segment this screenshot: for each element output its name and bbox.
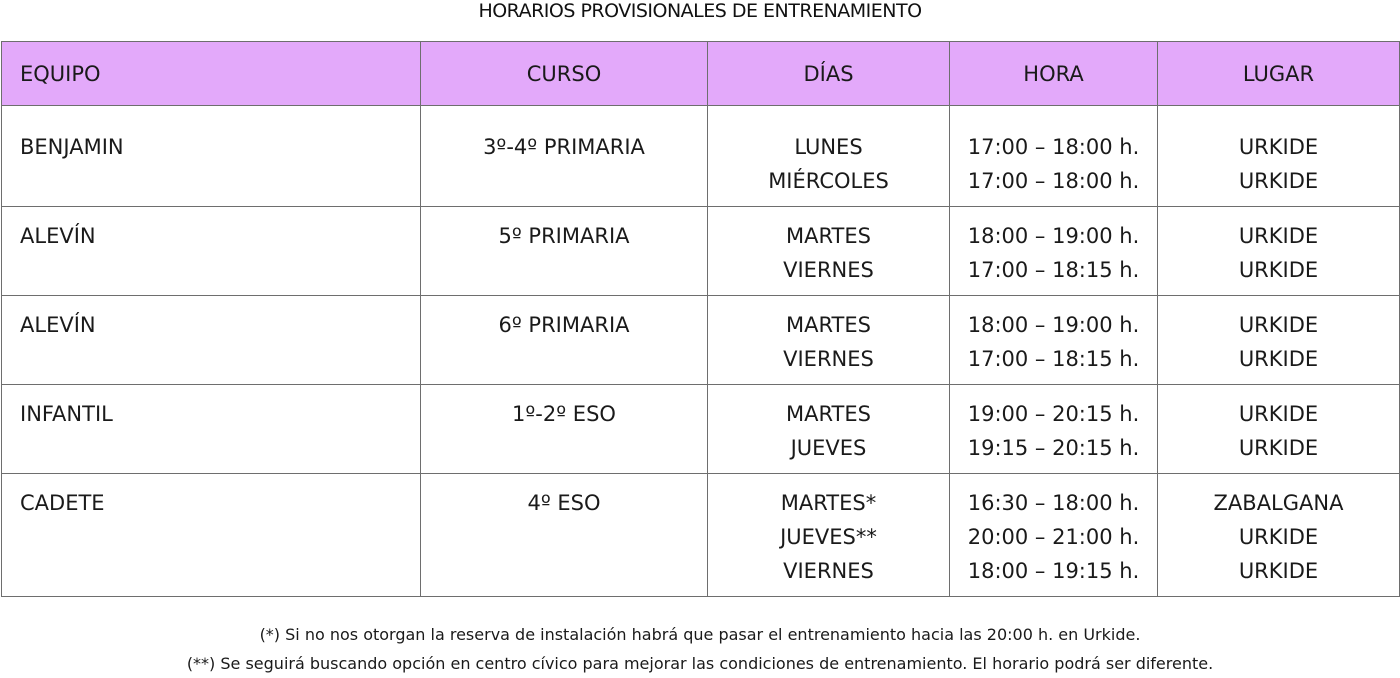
course-name: 4º ESO	[527, 491, 601, 515]
place-entry: URKIDE	[1238, 347, 1319, 371]
team-name: BENJAMIN	[20, 135, 124, 159]
time-cell	[950, 296, 1158, 385]
time-cell	[950, 385, 1158, 474]
place-entry: URKIDE	[1238, 436, 1319, 460]
team-cell	[2, 207, 421, 296]
days-cell	[708, 385, 950, 474]
time-entry: 17:00 – 18:15 h.	[967, 347, 1140, 371]
table-row	[2, 106, 1400, 207]
footnote-single-asterisk: (*) Si no nos otorgan la reserva de instalación habrá que pasar el entrenamiento hacia las 20:00 h. en Urkide.	[259, 625, 1141, 644]
place-entry: URKIDE	[1238, 224, 1319, 248]
day-entry: MIÉRCOLES	[768, 169, 889, 193]
time-cell	[950, 106, 1158, 207]
place-entry: URKIDE	[1238, 313, 1319, 337]
day-entry: JUEVES**	[780, 525, 877, 549]
day-entry: VIERNES	[783, 559, 874, 583]
course-name: 6º PRIMARIA	[498, 313, 630, 337]
place-entry: ZABALGANA	[1213, 491, 1344, 515]
time-entry: 18:00 – 19:00 h.	[967, 313, 1140, 337]
course-cell	[421, 474, 708, 597]
place-cell	[1158, 385, 1400, 474]
column-header-equipo: EQUIPO	[2, 42, 421, 106]
time-entry: 18:00 – 19:15 h.	[967, 559, 1140, 583]
footnotes	[0, 620, 1400, 678]
course-name: 3º-4º PRIMARIA	[483, 135, 645, 159]
time-entry: 18:00 – 19:00 h.	[967, 224, 1140, 248]
time-cell	[950, 207, 1158, 296]
team-cell	[2, 385, 421, 474]
schedule-table	[1, 41, 1400, 597]
page-title: HORARIOS PROVISIONALES DE ENTRENAMIENTO	[478, 0, 922, 22]
course-name: 5º PRIMARIA	[498, 224, 630, 248]
place-entry: URKIDE	[1238, 258, 1319, 282]
day-entry: LUNES	[794, 135, 863, 159]
table-row	[2, 296, 1400, 385]
day-entry: VIERNES	[783, 258, 874, 282]
day-entry: JUEVES	[790, 436, 867, 460]
days-cell	[708, 474, 950, 597]
place-cell	[1158, 207, 1400, 296]
course-cell	[421, 207, 708, 296]
footnote-double-asterisk: (**) Se seguirá buscando opción en centro cívico para mejorar las condiciones de entrenamiento. El horario podrá ser diferente.	[186, 654, 1214, 673]
team-name: INFANTIL	[20, 402, 113, 426]
column-header-dias: DÍAS	[708, 42, 950, 106]
column-header-hora: HORA	[950, 42, 1158, 106]
course-cell	[421, 296, 708, 385]
course-cell	[421, 106, 708, 207]
team-cell	[2, 296, 421, 385]
column-header-lugar: LUGAR	[1158, 42, 1400, 106]
table-row	[2, 207, 1400, 296]
table-row	[2, 474, 1400, 597]
table-header-row	[2, 42, 1400, 106]
day-entry: MARTES	[786, 224, 871, 248]
place-entry: URKIDE	[1238, 135, 1319, 159]
place-entry: URKIDE	[1238, 559, 1319, 583]
place-entry: URKIDE	[1238, 525, 1319, 549]
team-cell	[2, 474, 421, 597]
place-cell	[1158, 296, 1400, 385]
place-cell	[1158, 106, 1400, 207]
time-entry: 19:15 – 20:15 h.	[967, 436, 1140, 460]
days-cell	[708, 296, 950, 385]
team-cell	[2, 106, 421, 207]
time-entry: 20:00 – 21:00 h.	[967, 525, 1140, 549]
day-entry: MARTES	[786, 402, 871, 426]
time-entry: 17:00 – 18:15 h.	[967, 258, 1140, 282]
table-row	[2, 385, 1400, 474]
days-cell	[708, 106, 950, 207]
course-cell	[421, 385, 708, 474]
column-header-curso: CURSO	[421, 42, 708, 106]
day-entry: VIERNES	[783, 347, 874, 371]
place-cell	[1158, 474, 1400, 597]
team-name: ALEVÍN	[20, 313, 96, 337]
time-entry: 17:00 – 18:00 h.	[967, 135, 1140, 159]
course-name: 1º-2º ESO	[512, 402, 616, 426]
team-name: CADETE	[20, 491, 105, 515]
place-entry: URKIDE	[1238, 402, 1319, 426]
time-cell	[950, 474, 1158, 597]
days-cell	[708, 207, 950, 296]
time-entry: 17:00 – 18:00 h.	[967, 169, 1140, 193]
day-entry: MARTES*	[780, 491, 877, 515]
place-entry: URKIDE	[1238, 169, 1319, 193]
day-entry: MARTES	[786, 313, 871, 337]
team-name: ALEVÍN	[20, 224, 96, 248]
time-entry: 16:30 – 18:00 h.	[967, 491, 1140, 515]
time-entry: 19:00 – 20:15 h.	[967, 402, 1140, 426]
